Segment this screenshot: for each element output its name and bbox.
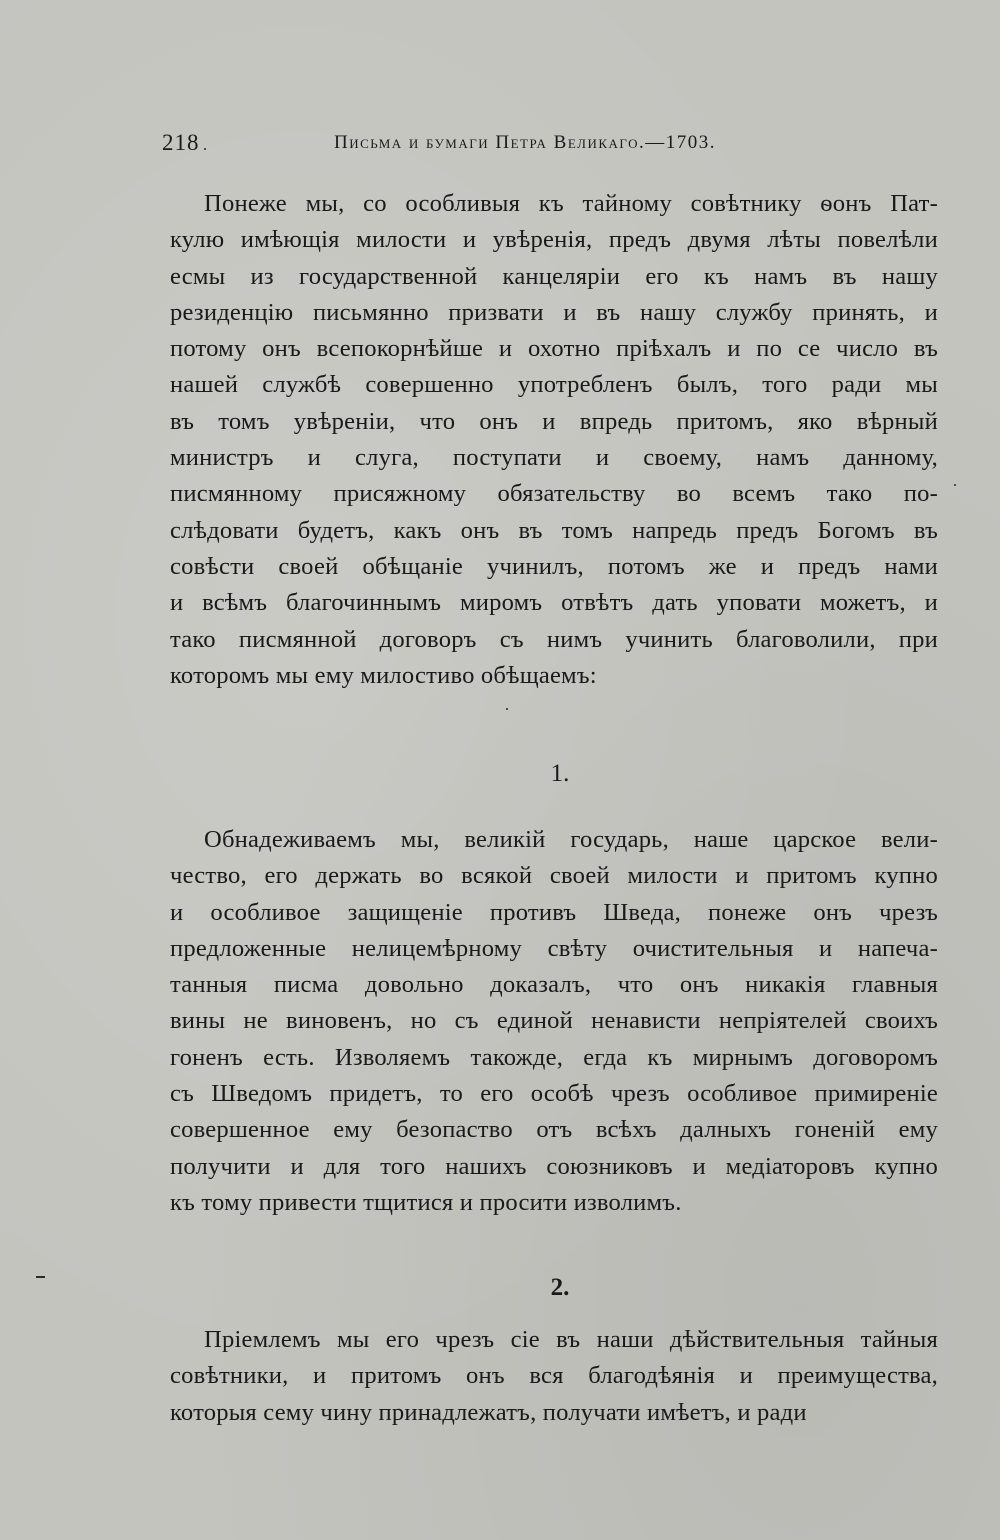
text-line: тако писмянной договоръ съ нимъ учинить благоволили, при (170, 625, 938, 653)
text-line: чество, его держать во всякой своей милости и притомъ купно (170, 862, 938, 890)
text-line: въ томъ увѣреніи, что онъ и впредь притомъ, яко вѣрный (170, 407, 938, 435)
text-line: которыя сему чину принадлежатъ, получати имѣетъ, и ради (170, 1398, 807, 1426)
text-line: которомъ мы ему милостиво обѣщаемъ: (170, 661, 597, 689)
text-line: къ тому привести тщитися и просити изволимъ. (170, 1188, 682, 1216)
print-speck (506, 708, 508, 710)
page-number: 218 (162, 130, 200, 155)
running-head: Письма и бумаги Петра Великаго.—1703. (334, 132, 716, 153)
text-line: кулю имѣющія милости и увѣренія, предъ двумя лѣты повелѣли (170, 226, 938, 254)
text-line: гоненъ есть. Изволяемъ такожде, егда къ мирнымъ договоромъ (170, 1043, 938, 1071)
section-number-1: 1. (550, 760, 570, 787)
text-line: потому онъ всепокорнѣйше и охотно пріѣхалъ и по се число въ (170, 335, 938, 363)
text-line: Обнадеживаемъ мы, великій государь, наше царское вели- (204, 826, 938, 853)
text-line: совѣтники, и притомъ онъ вся благодѣянія и преимущества, (170, 1362, 938, 1390)
text-line: совершенное ему безопаство отъ всѣхъ далныхъ гоненій ему (170, 1116, 938, 1144)
text-line: писмянному присяжному обязательству во всемъ тако по- (170, 480, 938, 508)
text-line: Понеже мы, со особливыя къ тайному совѣтнику ѳонъ Пат- (204, 190, 938, 217)
text-line: и всѣмъ благочиннымъ миромъ отвѣтъ дать уповати можетъ, и (170, 589, 938, 617)
text-line: резиденцію письмянно призвати и въ нашу службу принять, и (170, 298, 938, 326)
text-line: Пріемлемъ мы его чрезъ сіе въ наши дѣйствительныя тайныя (204, 1326, 938, 1353)
text-line: слѣдовати будетъ, какъ онъ въ томъ напредь предъ Богомъ въ (170, 516, 938, 544)
margin-mark (36, 1276, 45, 1278)
text-line: получити и для того нашихъ союзниковъ и медіаторовъ купно (170, 1152, 938, 1180)
print-speck (954, 484, 956, 486)
text-line: есмы из государственной канцеляріи его къ намъ въ нашу (170, 262, 938, 290)
paragraph-article-2 (170, 1322, 938, 1431)
text-line: совѣсти своей обѣщаніе учинилъ, потомъ же и предъ нами (170, 552, 938, 580)
page-header (162, 130, 810, 164)
paragraph-article-1 (170, 822, 938, 1221)
text-line: министръ и слуга, поступати и своему, намъ данному, (170, 444, 938, 472)
paragraph-preamble (170, 186, 938, 694)
print-speck (204, 148, 206, 150)
text-line: вины не виновенъ, но съ единой ненависти непріятелей своихъ (170, 1007, 938, 1035)
section-number-2: 2. (550, 1274, 570, 1301)
text-line: нашей службѣ совершенно употребленъ былъ, того ради мы (170, 371, 938, 399)
text-line: и особливое защищеніе противъ Шведа, понеже онъ чрезъ (170, 898, 938, 926)
text-line: танныя писма довольно доказалъ, что онъ никакія главныя (170, 971, 938, 999)
text-line: съ Шведомъ придетъ, то его особѣ чрезъ особливое примиреніе (170, 1080, 938, 1108)
text-line: предложенные нелицемѣрному свѣту очистительныя и напеча- (170, 934, 938, 962)
